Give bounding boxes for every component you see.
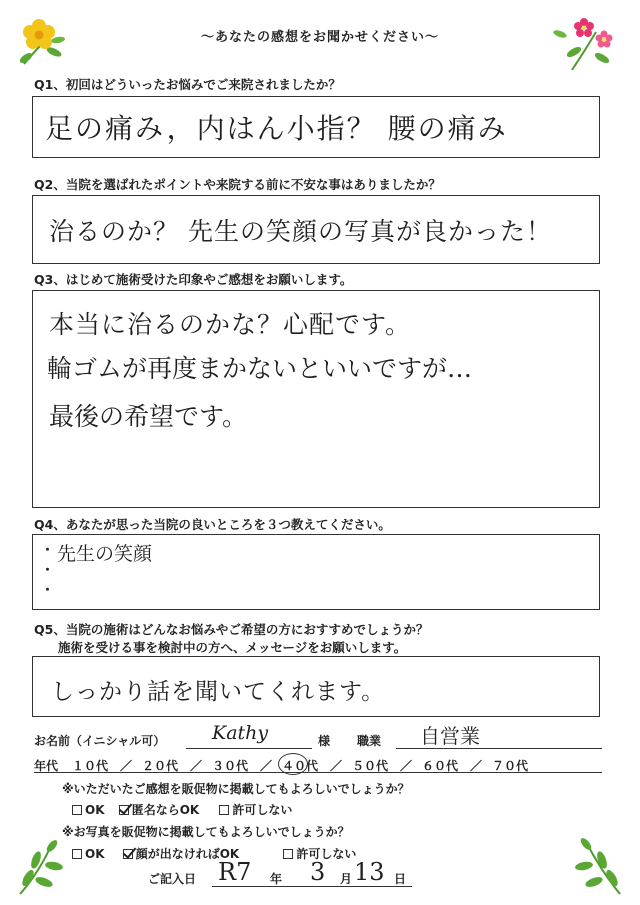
permission1-anonymous[interactable]: 匿名ならOK: [119, 803, 200, 817]
age-underline: [34, 772, 602, 773]
checkbox-checked[interactable]: [123, 849, 133, 859]
age-separator: ／: [470, 759, 483, 773]
checkbox[interactable]: [283, 849, 293, 859]
q3-question: Q3、はじめて施術受けた印象やご感想をお願いします。: [34, 272, 353, 287]
q3-answer-line: 輪ゴムが再度まかないといいですが…: [47, 354, 473, 383]
name-label: お名前（イニシャル可）: [34, 734, 166, 748]
q3-answer-box[interactable]: [32, 290, 600, 508]
q2-answer-box[interactable]: [32, 195, 600, 264]
q4-bullet: ・: [41, 563, 55, 578]
permission1-question: ※いただいたご感想を販促物に掲載してもよろしいでしょうか？: [62, 782, 410, 796]
q5-question-sub: 施術を受ける事を検討中の方へ、メッセージをお願いします。: [58, 640, 407, 655]
q5-answer: しっかり話を聞いてくれます。: [51, 679, 386, 705]
age-option[interactable]: ３０代: [212, 759, 249, 773]
date-day-value[interactable]: 13: [354, 858, 385, 886]
leaf-branch-right-decoration-icon: [566, 836, 628, 898]
date-month-label: 月: [340, 872, 353, 886]
job-value[interactable]: 自営業: [420, 724, 480, 748]
permission2-face-hidden[interactable]: 顔が出なければOK: [123, 847, 240, 861]
age-separator: ／: [330, 759, 343, 773]
checkbox[interactable]: [219, 805, 229, 815]
age-option-selected[interactable]: ４０代: [282, 757, 330, 774]
permission1-deny[interactable]: 許可しない: [219, 803, 292, 817]
checkbox[interactable]: [72, 849, 82, 859]
q4-question: Q4、あなたが思った当院の良いところを３つ教えてください。: [34, 517, 391, 532]
checkbox[interactable]: [72, 805, 82, 815]
permission1-ok[interactable]: OK: [72, 803, 105, 817]
job-label: 職業: [357, 734, 382, 748]
age-option[interactable]: ７０代: [492, 759, 529, 773]
q2-question: Q2、当院を選ばれたポイントや来院する前に不安な事はありましたか？: [34, 177, 441, 192]
q2-answer: 治るのか？ 先生の笑顔の写真が良かった！: [49, 217, 552, 246]
date-era-value[interactable]: R7: [218, 858, 252, 886]
date-day-label: 日: [394, 872, 407, 886]
date-underline: [212, 886, 412, 887]
date-year-label: 年: [270, 872, 283, 886]
age-option[interactable]: １０代: [72, 759, 109, 773]
q4-bullet: ・: [41, 583, 55, 598]
q4-bullet: ・: [41, 543, 55, 558]
q1-answer: 足の痛み，内はん小指？ 腰の痛み: [45, 112, 508, 145]
q5-question: Q5、当院の施術はどんなお悩みやご希望の方におすすめでしょうか？: [34, 622, 429, 637]
age-separator: ／: [190, 759, 203, 773]
q3-answer-line: 本当に治るのかな？心配です。: [49, 310, 412, 339]
q5-answer-box[interactable]: [32, 656, 600, 717]
page-title: ～あなたの感想をお聞かせください～: [200, 30, 439, 45]
permission2-question: ※お写真を販促物に掲載してもよろしいでしょうか？: [62, 825, 350, 839]
permission1-options: [72, 801, 292, 818]
name-underline: [186, 748, 312, 749]
q1-answer-box[interactable]: [32, 96, 600, 158]
age-option[interactable]: ６０代: [422, 759, 459, 773]
leaf-branch-left-decoration-icon: [12, 838, 74, 898]
q1-question: Q1、初回はどういったお悩みでご来院されましたか？: [34, 77, 341, 92]
permission2-deny[interactable]: 許可しない: [283, 847, 356, 861]
age-separator: ／: [400, 759, 413, 773]
q3-answer-line: 最後の希望です。: [49, 402, 248, 431]
date-month-value[interactable]: 3: [310, 858, 326, 886]
q4-item: 先生の笑顔: [57, 543, 153, 565]
checkbox-checked[interactable]: [119, 805, 129, 815]
date-label: ご記入日: [148, 872, 197, 886]
age-option[interactable]: ２０代: [142, 759, 179, 773]
age-separator: ／: [260, 759, 273, 773]
name-value[interactable]: Kathy: [212, 722, 269, 744]
age-label: 年代: [34, 759, 59, 773]
q4-answer-box[interactable]: [32, 534, 600, 610]
age-separator: ／: [120, 759, 133, 773]
permission2-ok[interactable]: OK: [72, 847, 105, 861]
honorific: 様: [318, 734, 331, 748]
age-option[interactable]: ５０代: [352, 759, 389, 773]
